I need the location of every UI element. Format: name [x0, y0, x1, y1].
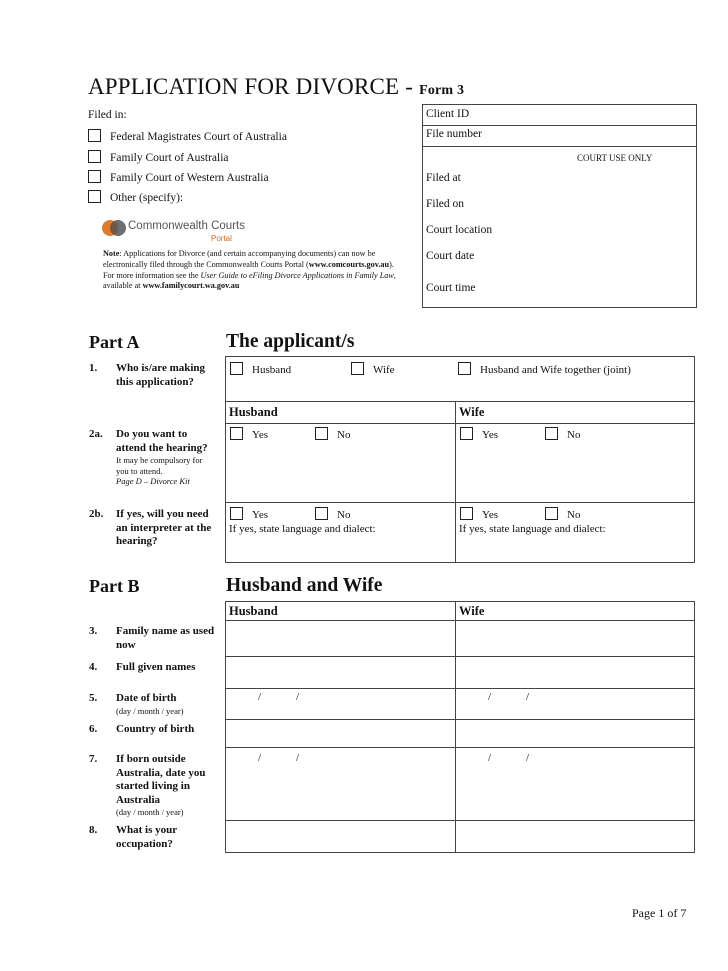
date-separator: / [488, 691, 492, 703]
note-text: ). For more information see the [103, 259, 394, 280]
checkbox[interactable] [88, 129, 101, 142]
q2b-husband-language: If yes, state language and dialect: [229, 523, 376, 535]
q5-number: 5. [89, 692, 98, 704]
filed-option-fca[interactable] [88, 150, 229, 164]
q6-wife-field[interactable] [456, 720, 693, 747]
court-date-label: Court date [426, 250, 475, 262]
file-number-label: File number [426, 128, 482, 140]
q2a-wife-no[interactable] [545, 427, 580, 441]
option-label: Husband [252, 364, 292, 376]
title-main: APPLICATION FOR DIVORCE - [88, 74, 420, 99]
q1-option-joint[interactable] [458, 362, 631, 376]
court-time-label: Court time [426, 282, 476, 294]
q4-text: Full given names [116, 661, 196, 673]
q2a-husband-yes[interactable] [230, 427, 268, 441]
note-url: www.familycourt.wa.gov.au [142, 281, 240, 291]
q8-husband-field[interactable] [226, 821, 455, 851]
q4-husband-field[interactable] [226, 657, 455, 688]
option-label: Wife [373, 364, 395, 376]
note-text: : Applications for Divorce (and certain accompanying documents) can now be electronically filed through the Commonwealth Courts Portal ( [103, 249, 376, 269]
checkbox[interactable] [545, 427, 558, 440]
yes-label: Yes [482, 429, 499, 441]
part-a-header-wife: Wife [459, 405, 485, 419]
logo-sub: Portal [211, 234, 232, 243]
no-label: No [337, 509, 351, 521]
part-a-label: Part A [89, 332, 140, 352]
q2a-number: 2a. [89, 428, 103, 440]
checkbox[interactable] [88, 190, 101, 203]
q5-text [116, 692, 220, 716]
no-label: No [567, 429, 581, 441]
q3-wife-field[interactable] [456, 621, 693, 656]
q2b-wife-yes[interactable] [460, 507, 498, 521]
note-bold: Note [103, 249, 120, 258]
q7-text [116, 753, 218, 818]
filed-option-fmc[interactable] [88, 129, 287, 143]
date-separator: / [296, 691, 300, 703]
date-separator: / [526, 691, 530, 703]
checkbox[interactable] [88, 150, 101, 163]
yes-label: Yes [482, 509, 499, 521]
filed-on-label: Filed on [426, 198, 465, 210]
q6-husband-field[interactable] [226, 720, 455, 747]
no-label: No [567, 509, 581, 521]
note-url: www.comcourts.gov.au [308, 259, 390, 269]
part-b-label: Part B [89, 576, 140, 596]
date-separator: / [526, 752, 530, 764]
date-separator: / [258, 691, 262, 703]
q8-text: What is your occupation? [116, 824, 177, 850]
q2a-question: Do you want to attend the hearing? [116, 428, 208, 454]
q2a-reference: Page D – Divorce Kit [116, 476, 190, 486]
date-separator: / [296, 752, 300, 764]
q2a-text [116, 428, 216, 487]
option-label: Husband and Wife together (joint) [480, 364, 631, 376]
q1-option-wife[interactable] [351, 362, 395, 376]
option-label: Other (specify): [110, 192, 184, 204]
q6-text: Country of birth [116, 723, 195, 735]
q2a-wife-yes[interactable] [460, 427, 498, 441]
option-label: Family Court of Australia [110, 152, 229, 164]
note-text: , available at [103, 270, 396, 291]
commonwealth-courts-logo [101, 218, 245, 243]
date-separator: / [258, 752, 262, 764]
checkbox[interactable] [315, 427, 328, 440]
court-location-label: Court location [426, 224, 493, 236]
checkbox[interactable] [88, 170, 101, 183]
filed-option-other[interactable] [88, 190, 183, 204]
q7-question: If born outside Australia, date you started living in Australia [116, 753, 206, 806]
filed-option-fcwa[interactable] [88, 170, 269, 184]
option-label: Federal Magistrates Court of Australia [110, 131, 287, 143]
q4-number: 4. [89, 661, 98, 673]
checkbox[interactable] [230, 507, 243, 520]
filed-in-label: Filed in: [88, 109, 127, 121]
q7-number: 7. [89, 753, 98, 765]
part-b-title: Husband and Wife [226, 575, 383, 596]
checkbox[interactable] [460, 427, 473, 440]
court-use-only-label: COURT USE ONLY [577, 153, 653, 163]
checkbox[interactable] [460, 507, 473, 520]
efiling-note [103, 249, 403, 292]
q3-text: Family name as used now [116, 625, 215, 651]
form-number: Form 3 [419, 83, 465, 98]
q1-option-husband[interactable] [230, 362, 291, 376]
q4-wife-field[interactable] [456, 657, 693, 688]
q1-text: Who is/are making this application? [116, 362, 206, 388]
client-id-label: Client ID [426, 108, 470, 120]
q7-format: (day / month / year) [116, 807, 184, 817]
checkbox[interactable] [230, 427, 243, 440]
part-a-title: The applicant/s [226, 331, 355, 352]
q2b-number: 2b. [89, 508, 104, 520]
checkbox[interactable] [545, 507, 558, 520]
q8-wife-field[interactable] [456, 821, 693, 851]
courts-logo-icon [101, 218, 127, 238]
q2a-note: It may be compulsory for you to attend. [116, 455, 203, 476]
q2a-husband-no[interactable] [315, 427, 350, 441]
filed-at-label: Filed at [426, 172, 461, 184]
no-label: No [337, 429, 351, 441]
checkbox[interactable] [315, 507, 328, 520]
checkbox[interactable] [351, 362, 364, 375]
logo-name: Commonwealth Courts [128, 220, 245, 232]
q3-husband-field[interactable] [226, 621, 455, 656]
yes-label: Yes [252, 429, 269, 441]
option-label: Family Court of Western Australia [110, 172, 269, 184]
q2b-wife-language: If yes, state language and dialect: [459, 523, 606, 535]
q2b-text: If yes, will you need an interpreter at the hearing? [116, 508, 212, 547]
q1-number: 1. [89, 362, 98, 374]
date-separator: / [488, 752, 492, 764]
part-a-header-husband: Husband [229, 405, 278, 419]
page-title [88, 74, 464, 100]
checkbox[interactable] [458, 362, 471, 375]
q5-format: (day / month / year) [116, 705, 184, 716]
q2b-husband-no[interactable] [315, 507, 350, 521]
note-guide: User Guide to eFiling Divorce Applications in Family Law [200, 270, 394, 280]
q2b-wife-no[interactable] [545, 507, 580, 521]
yes-label: Yes [252, 509, 269, 521]
q8-number: 8. [89, 824, 98, 836]
page-number: Page 1 of 7 [632, 906, 687, 920]
checkbox[interactable] [230, 362, 243, 375]
q6-number: 6. [89, 723, 98, 735]
part-b-header-husband: Husband [229, 604, 278, 618]
q5-question: Date of birth [116, 692, 177, 704]
q3-number: 3. [89, 625, 98, 637]
q2b-husband-yes[interactable] [230, 507, 268, 521]
part-b-header-wife: Wife [459, 604, 485, 618]
